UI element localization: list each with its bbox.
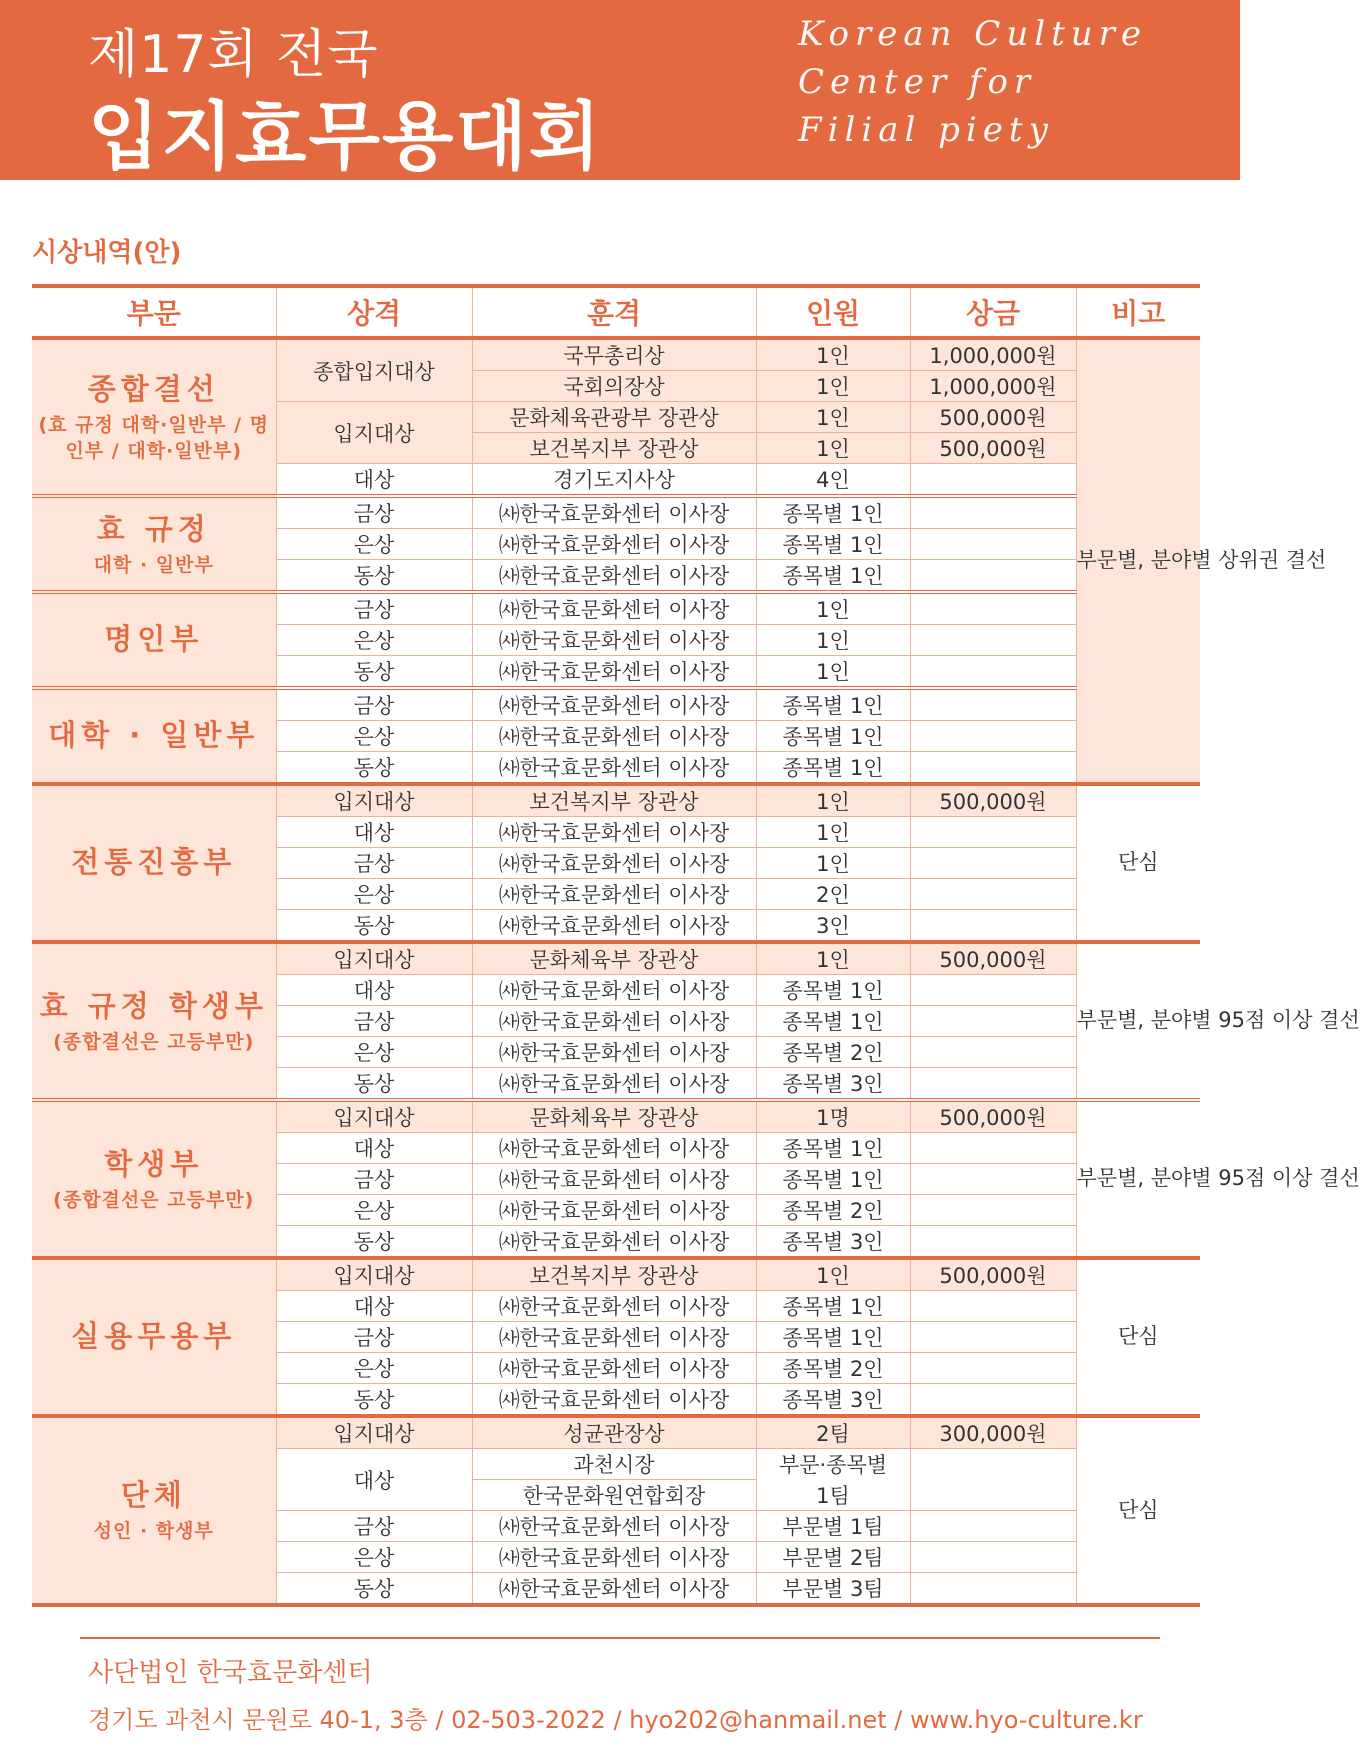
rank-cell: 대상 (276, 817, 472, 848)
count-cell: 1인 (756, 338, 910, 371)
division-name: 단체 (120, 1478, 187, 1513)
rank-cell: 입지대상 (276, 1258, 472, 1291)
division-cell (32, 338, 276, 496)
award-table (32, 284, 1360, 1607)
prize-cell: 1,000,000원 (910, 371, 1076, 402)
table-row (32, 1258, 1200, 1291)
prize-cell: 500,000원 (910, 1100, 1076, 1133)
honor-cell: 보건복지부 장관상 (472, 433, 756, 464)
count-cell: 1인 (756, 433, 910, 464)
honor-cell: ㈔한국효문화센터 이사장 (472, 625, 756, 656)
count-cell: 종목별 1인 (756, 1164, 910, 1195)
rank-cell: 입지대상 (276, 402, 472, 464)
honor-cell: ㈔한국효문화센터 이사장 (472, 688, 756, 721)
prize-cell (910, 1037, 1076, 1068)
division-name: 학생부 (104, 1146, 204, 1181)
header-rank: 상격 (276, 286, 472, 338)
count-cell: 부문별 2팀 (756, 1542, 910, 1573)
rank-cell: 동상 (276, 1384, 472, 1417)
note-cell: 단심 (1076, 784, 1200, 942)
header-division: 부문 (32, 286, 276, 338)
footer-org: 사단법인 한국효문화센터 (88, 1658, 373, 1688)
prize-cell (910, 1291, 1076, 1322)
prize-cell (910, 1542, 1076, 1573)
rank-cell: 동상 (276, 1068, 472, 1101)
table-row (32, 496, 1200, 529)
honor-cell: 과천시장 (472, 1449, 756, 1480)
count-cell: 1인 (756, 625, 910, 656)
count-cell: 4인 (756, 464, 910, 497)
rank-cell: 은상 (276, 529, 472, 560)
table-row (32, 1100, 1200, 1133)
prize-cell (910, 910, 1076, 943)
prize-cell: 500,000원 (910, 942, 1076, 975)
rank-cell: 동상 (276, 752, 472, 785)
note-cell: 단심 (1076, 1258, 1200, 1416)
honor-cell: ㈔한국효문화센터 이사장 (472, 1384, 756, 1417)
honor-cell: 보건복지부 장관상 (472, 784, 756, 817)
prize-cell: 1,000,000원 (910, 338, 1076, 371)
division-cell (32, 496, 276, 592)
division-name: 종합결선 (87, 371, 220, 406)
honor-cell: ㈔한국효문화센터 이사장 (472, 1511, 756, 1542)
count-cell: 종목별 2인 (756, 1195, 910, 1226)
division-sub: 대학 · 일반부 (93, 553, 214, 576)
honor-cell: 한국문화원연합회장 (472, 1480, 756, 1511)
count-cell: 종목별 1인 (756, 560, 910, 593)
count-cell: 3인 (756, 910, 910, 943)
prize-cell (910, 1511, 1076, 1542)
honor-cell: 국회의장상 (472, 371, 756, 402)
note-cell: 부문별, 분야별 95점 이상 결선 (1076, 942, 1200, 1100)
honor-cell: ㈔한국효문화센터 이사장 (472, 1573, 756, 1606)
header-prize: 상금 (910, 286, 1076, 338)
rank-cell: 대상 (276, 1291, 472, 1322)
rank-cell: 대상 (276, 1133, 472, 1164)
rank-cell: 종합입지대상 (276, 338, 472, 402)
rank-cell: 동상 (276, 1226, 472, 1259)
rank-cell: 대상 (276, 464, 472, 497)
count-cell: 부문별 1팀 (756, 1511, 910, 1542)
count-cell: 부문·종목별 (756, 1449, 910, 1480)
rank-cell: 은상 (276, 879, 472, 910)
count-cell: 종목별 1인 (756, 1006, 910, 1037)
rank-cell: 동상 (276, 910, 472, 943)
count-cell: 종목별 1인 (756, 975, 910, 1006)
table-row (32, 688, 1200, 721)
rank-cell: 은상 (276, 1353, 472, 1384)
prize-cell (910, 1322, 1076, 1353)
honor-cell: 보건복지부 장관상 (472, 1258, 756, 1291)
honor-cell: ㈔한국효문화센터 이사장 (472, 1006, 756, 1037)
count-cell: 종목별 3인 (756, 1068, 910, 1101)
honor-cell: 문화체육관광부 장관상 (472, 402, 756, 433)
prize-cell (910, 529, 1076, 560)
count-cell: 1인 (756, 784, 910, 817)
count-cell: 종목별 2인 (756, 1353, 910, 1384)
rank-cell: 금상 (276, 688, 472, 721)
rank-cell: 입지대상 (276, 942, 472, 975)
table-row (32, 1416, 1200, 1449)
count-cell: 1인 (756, 1258, 910, 1291)
rank-cell: 은상 (276, 721, 472, 752)
honor-cell: ㈔한국효문화센터 이사장 (472, 721, 756, 752)
division-sub: (종합결선은 고등부만) (53, 1188, 255, 1211)
count-cell: 부문별 3팀 (756, 1573, 910, 1606)
honor-cell: ㈔한국효문화센터 이사장 (472, 592, 756, 625)
prize-cell (910, 752, 1076, 785)
prize-cell (910, 1226, 1076, 1259)
prize-cell: 500,000원 (910, 1258, 1076, 1291)
honor-cell: ㈔한국효문화센터 이사장 (472, 817, 756, 848)
honor-cell: ㈔한국효문화센터 이사장 (472, 656, 756, 689)
rank-cell: 입지대상 (276, 1100, 472, 1133)
honor-cell: ㈔한국효문화센터 이사장 (472, 1164, 756, 1195)
count-cell: 종목별 2인 (756, 1037, 910, 1068)
rank-cell: 금상 (276, 1164, 472, 1195)
division-cell (32, 592, 276, 688)
header-banner (0, 0, 1240, 180)
rank-cell: 동상 (276, 560, 472, 593)
rank-cell: 금상 (276, 1006, 472, 1037)
table-header-row (32, 286, 1200, 338)
count-cell: 1명 (756, 1100, 910, 1133)
prize-cell (910, 464, 1076, 497)
count-cell: 종목별 1인 (756, 1322, 910, 1353)
count-cell: 종목별 1인 (756, 688, 910, 721)
division-sub: (종합결선은 고등부만) (53, 1030, 255, 1053)
prize-cell (910, 592, 1076, 625)
title-line-2: 입지효무용대회 (88, 94, 603, 180)
count-cell: 종목별 3인 (756, 1384, 910, 1417)
count-cell: 1인 (756, 817, 910, 848)
honor-cell: ㈔한국효문화센터 이사장 (472, 752, 756, 785)
division-name: 실용무용부 (71, 1319, 237, 1354)
prize-cell: 500,000원 (910, 433, 1076, 464)
count-cell: 종목별 1인 (756, 752, 910, 785)
division-cell (32, 1416, 276, 1605)
division-name: 효 규정 (96, 511, 211, 546)
prize-cell (910, 975, 1076, 1006)
prize-cell: 500,000원 (910, 402, 1076, 433)
honor-cell: ㈔한국효문화센터 이사장 (472, 1353, 756, 1384)
honor-cell: 경기도지사상 (472, 464, 756, 497)
honor-cell: ㈔한국효문화센터 이사장 (472, 1322, 756, 1353)
prize-cell (910, 721, 1076, 752)
table-row (32, 338, 1200, 371)
honor-cell: ㈔한국효문화센터 이사장 (472, 1542, 756, 1573)
count-cell: 종목별 1인 (756, 1291, 910, 1322)
honor-cell: ㈔한국효문화센터 이사장 (472, 1037, 756, 1068)
division-sub: (효 규정 대학·일반부 / 명인부 / 대학·일반부) (38, 413, 269, 462)
count-cell: 종목별 3인 (756, 1226, 910, 1259)
prize-cell (910, 1195, 1076, 1226)
honor-cell: ㈔한국효문화센터 이사장 (472, 529, 756, 560)
table-row (32, 784, 1200, 817)
prize-cell (910, 1133, 1076, 1164)
rank-cell: 입지대상 (276, 784, 472, 817)
prize-cell: 300,000원 (910, 1416, 1076, 1449)
count-cell: 1인 (756, 942, 910, 975)
rank-cell: 금상 (276, 1511, 472, 1542)
prize-cell (910, 1384, 1076, 1417)
script-line-2: Center for (798, 62, 1037, 102)
count-cell: 1인 (756, 402, 910, 433)
honor-cell: ㈔한국효문화센터 이사장 (472, 910, 756, 943)
rank-cell: 은상 (276, 1542, 472, 1573)
honor-cell: 문화체육부 장관상 (472, 942, 756, 975)
rank-cell: 동상 (276, 1573, 472, 1606)
division-cell (32, 1100, 276, 1258)
prize-cell (910, 1353, 1076, 1384)
prize-cell (910, 688, 1076, 721)
script-line-1: Korean Culture (798, 14, 1148, 54)
prize-cell (910, 560, 1076, 593)
honor-cell: ㈔한국효문화센터 이사장 (472, 1195, 756, 1226)
prize-cell (910, 1006, 1076, 1037)
note-cell: 부문별, 분야별 상위권 결선 (1076, 338, 1200, 784)
table-row (32, 592, 1200, 625)
prize-cell (910, 496, 1076, 529)
prize-cell (910, 1573, 1076, 1606)
header-note: 비고 (1076, 286, 1200, 338)
count-cell: 종목별 1인 (756, 721, 910, 752)
rank-cell: 대상 (276, 975, 472, 1006)
honor-cell: 국무총리상 (472, 338, 756, 371)
count-cell: 종목별 1인 (756, 529, 910, 560)
footer-divider (80, 1637, 1160, 1639)
prize-cell (910, 848, 1076, 879)
honor-cell: ㈔한국효문화센터 이사장 (472, 1226, 756, 1259)
honor-cell: 성균관장상 (472, 1416, 756, 1449)
prize-cell (910, 879, 1076, 910)
division-name: 전통진흥부 (71, 845, 237, 880)
rank-cell: 대상 (276, 1449, 472, 1511)
title-line-1: 제17회 전국 (88, 25, 379, 85)
rank-cell: 금상 (276, 848, 472, 879)
division-cell (32, 688, 276, 784)
honor-cell: ㈔한국효문화센터 이사장 (472, 1133, 756, 1164)
table-row (32, 942, 1200, 975)
count-cell: 2인 (756, 879, 910, 910)
division-name: 대학 · 일반부 (48, 718, 260, 753)
rank-cell: 금상 (276, 496, 472, 529)
count-cell: 1팀 (756, 1480, 910, 1511)
rank-cell: 금상 (276, 592, 472, 625)
rank-cell: 은상 (276, 1195, 472, 1226)
prize-cell (910, 1164, 1076, 1195)
note-cell: 단심 (1076, 1416, 1200, 1605)
honor-cell: 문화체육부 장관상 (472, 1100, 756, 1133)
prize-cell (910, 625, 1076, 656)
honor-cell: ㈔한국효문화센터 이사장 (472, 560, 756, 593)
note-cell: 부문별, 분야별 95점 이상 결선 (1076, 1100, 1200, 1258)
rank-cell: 은상 (276, 1037, 472, 1068)
rank-cell: 금상 (276, 1322, 472, 1353)
honor-cell: ㈔한국효문화센터 이사장 (472, 975, 756, 1006)
division-cell (32, 784, 276, 942)
header-honor: 훈격 (472, 286, 756, 338)
honor-cell: ㈔한국효문화센터 이사장 (472, 848, 756, 879)
rank-cell: 입지대상 (276, 1416, 472, 1449)
rank-cell: 동상 (276, 656, 472, 689)
division-cell (32, 1258, 276, 1416)
honor-cell: ㈔한국효문화센터 이사장 (472, 496, 756, 529)
script-line-3: Filial piety (798, 110, 1054, 150)
count-cell: 1인 (756, 592, 910, 625)
count-cell: 종목별 1인 (756, 496, 910, 529)
rank-cell: 은상 (276, 625, 472, 656)
honor-cell: ㈔한국효문화센터 이사장 (472, 1068, 756, 1101)
division-cell (32, 942, 276, 1100)
header-count: 인원 (756, 286, 910, 338)
count-cell: 1인 (756, 848, 910, 879)
prize-cell (910, 1449, 1076, 1511)
count-cell: 1인 (756, 656, 910, 689)
footer-address: 경기도 과천시 문원로 40-1, 3층 / 02-503-2022 / hyo202@hanmail.net / www.hyo-culture.kr (88, 1706, 1143, 1734)
prize-cell: 500,000원 (910, 784, 1076, 817)
honor-cell: ㈔한국효문화센터 이사장 (472, 879, 756, 910)
division-name: 효 규정 학생부 (39, 988, 268, 1023)
honor-cell: ㈔한국효문화센터 이사장 (472, 1291, 756, 1322)
prize-cell (910, 1068, 1076, 1101)
section-title: 시상내역(안) (32, 238, 182, 268)
count-cell: 1인 (756, 371, 910, 402)
prize-cell (910, 817, 1076, 848)
count-cell: 종목별 1인 (756, 1133, 910, 1164)
division-sub: 성인 · 학생부 (93, 1520, 214, 1543)
count-cell: 2팀 (756, 1416, 910, 1449)
division-name: 명인부 (104, 622, 204, 657)
prize-cell (910, 656, 1076, 689)
